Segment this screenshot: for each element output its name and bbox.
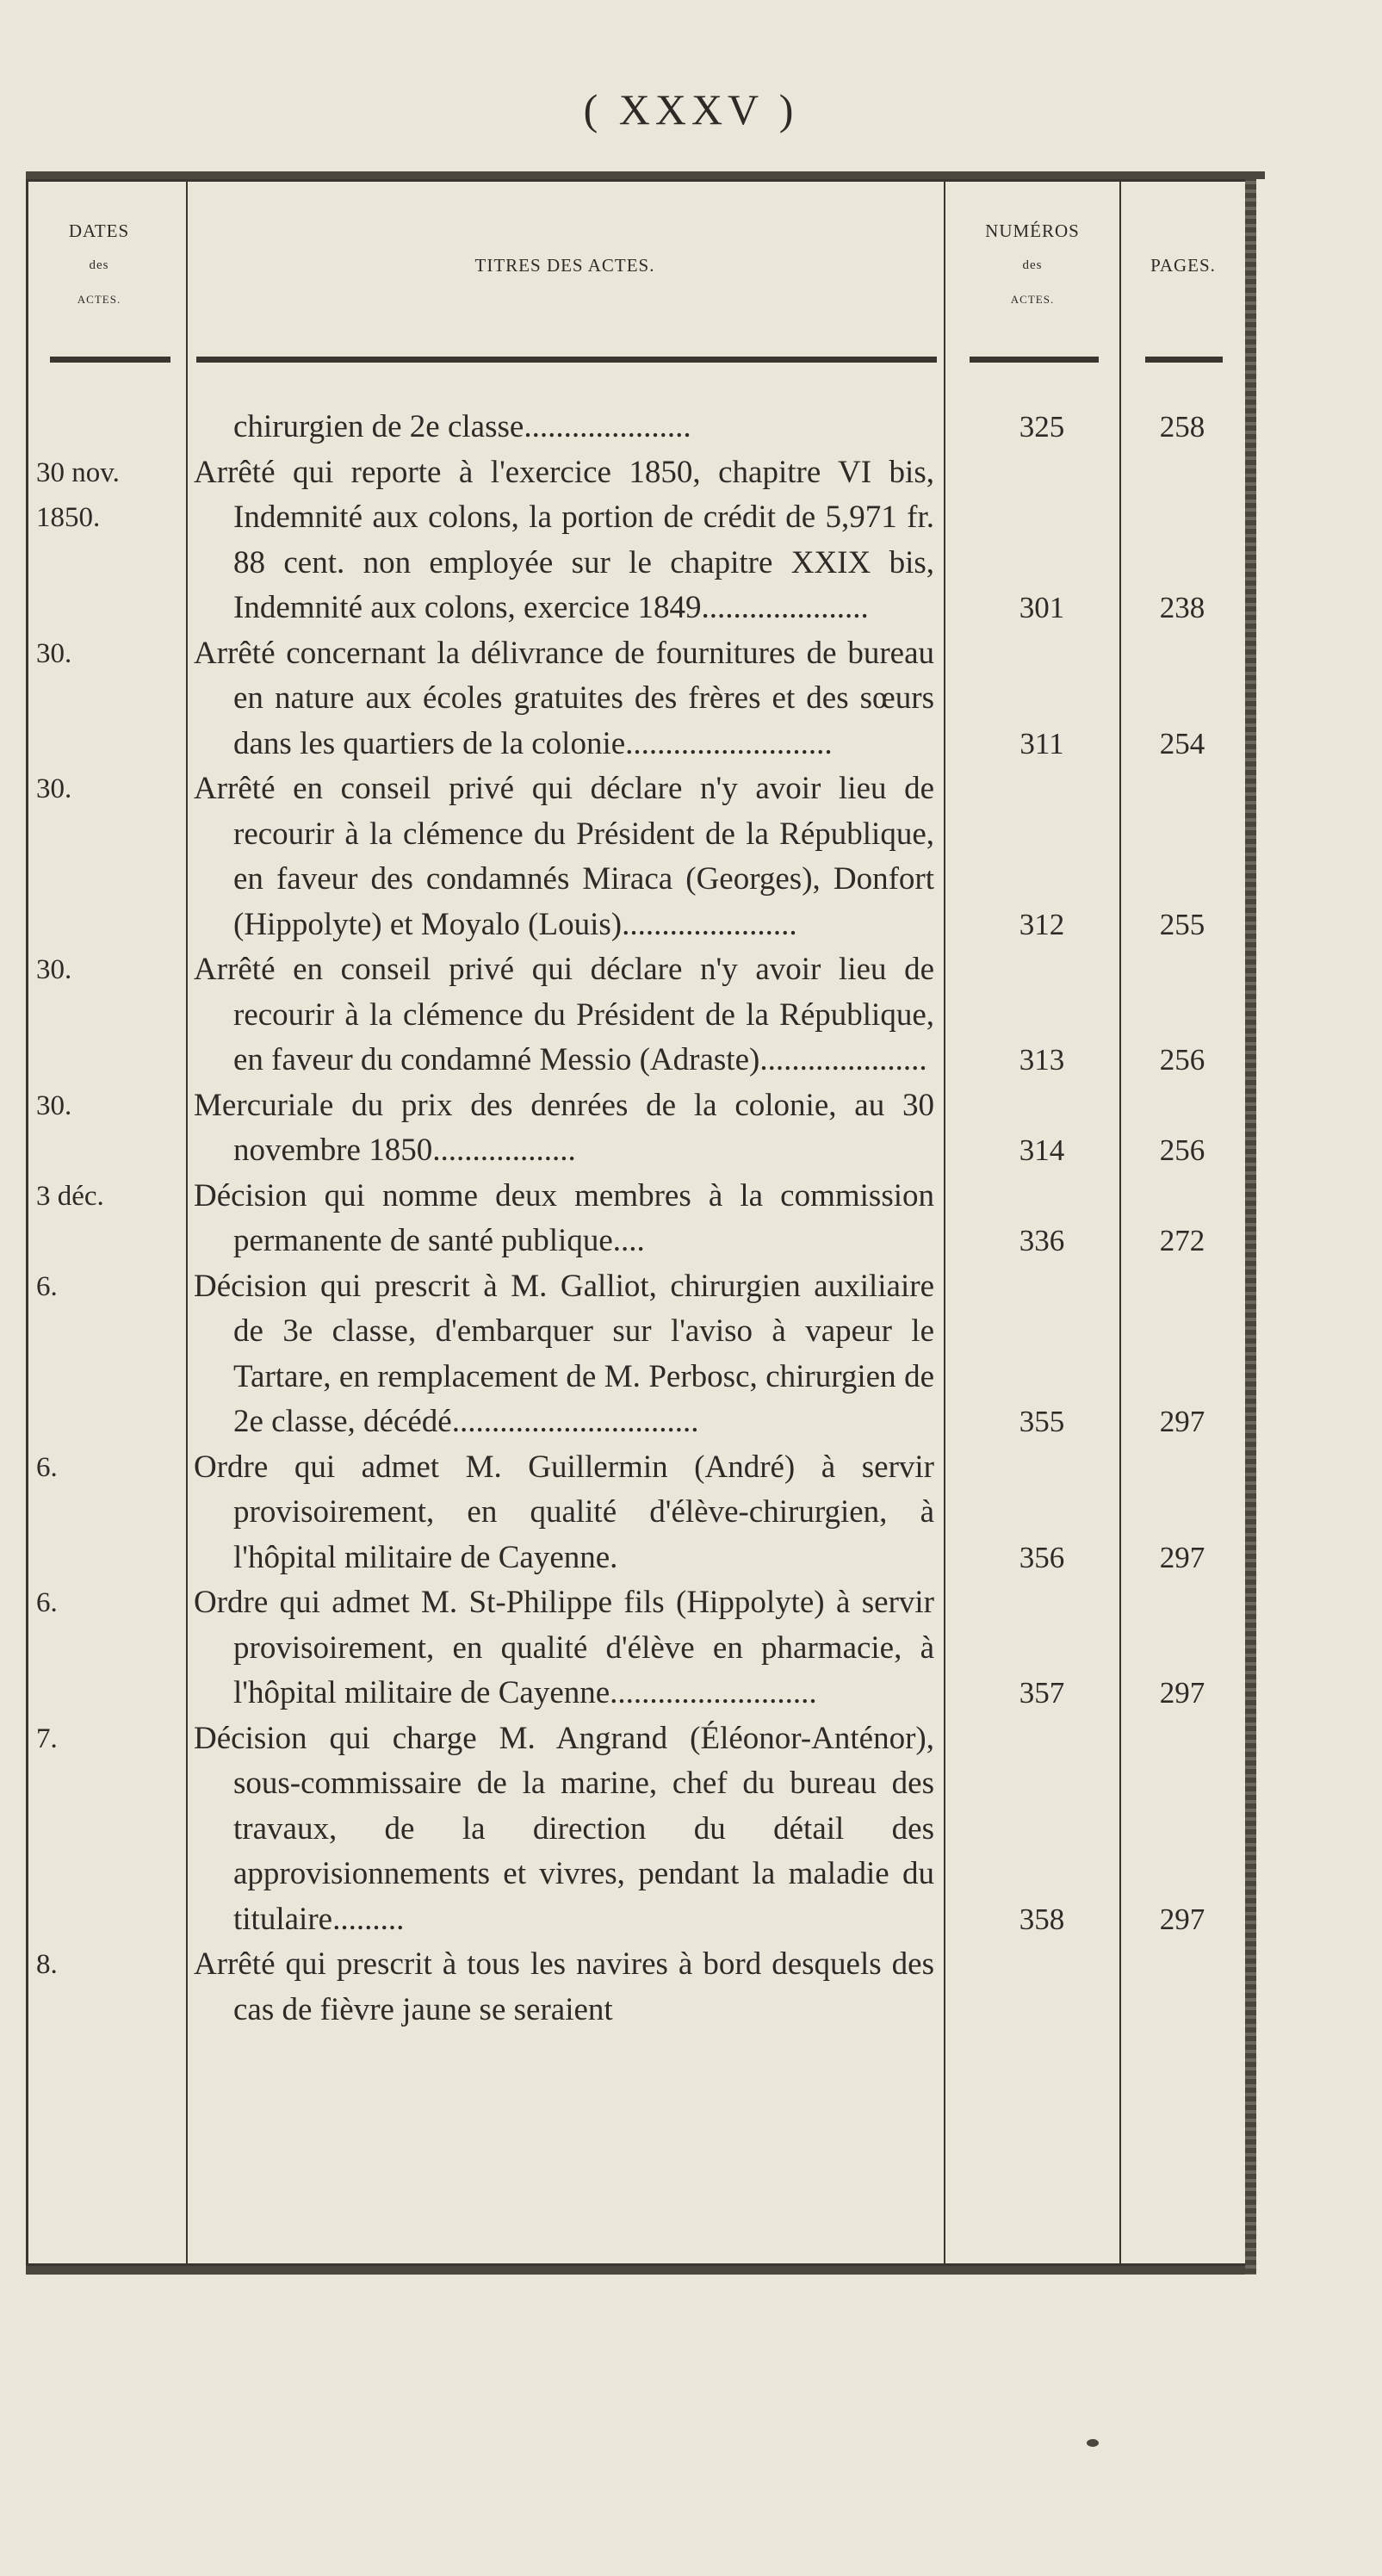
row-page: 297 (1159, 1540, 1205, 1574)
header-pages: PAGES. (1150, 255, 1216, 276)
table-row (0, 1264, 1382, 1445)
table-row (0, 1083, 1382, 1174)
row-date: 3 déc. (36, 1180, 104, 1212)
row-title: Mercuriale du prix des denrées de la colonie, au 30 novembre 1850.................. (194, 1087, 934, 1168)
row-page: 297 (1159, 1676, 1205, 1710)
row-title: Décision qui prescrit à M. Galliot, chirurgien auxiliaire de 3e classe, d'embarquer sur l'aviso à vapeur le Tartare, en remplacement de M. Perbosc, chirurgien de 2e classe, décédé............................... (194, 1268, 934, 1439)
row-page: 297 (1159, 1405, 1205, 1438)
row-number: 336 (1019, 1224, 1065, 1257)
row-number: 355 (1019, 1405, 1065, 1438)
row-number: 312 (1019, 907, 1065, 941)
row-page: 258 (1159, 410, 1205, 444)
table-row (0, 1445, 1382, 1581)
table-row (0, 1942, 1382, 2033)
row-number: 311 (1019, 726, 1064, 760)
header-dates (34, 214, 164, 317)
row-page: 256 (1159, 1133, 1205, 1167)
header-rule-numbers (970, 357, 1099, 363)
row-title: Ordre qui admet M. Guillermin (André) à servir provisoirement, en qualité d'élève-chirurgien, à l'hôpital militaire de Cayenne. (194, 1449, 934, 1575)
row-title: chirurgien de 2e classe..................... (233, 409, 691, 444)
row-number: 314 (1019, 1133, 1065, 1167)
table-row (0, 631, 1382, 767)
header-dates-line1: DATES (68, 220, 130, 241)
row-date: 30. (36, 637, 72, 669)
row-page: 254 (1159, 726, 1205, 760)
row-date: 7. (36, 1723, 58, 1754)
row-date: 30. (36, 954, 72, 985)
header-rule-titles (196, 357, 937, 363)
row-title: Ordre qui admet M. St-Philippe fils (Hippolyte) à servir provisoirement, en qualité d'élève en pharmacie, à l'hôpital militaire de Cayenne.......................... (194, 1585, 934, 1710)
row-date: 30. (36, 1089, 72, 1121)
row-number: 325 (1019, 410, 1065, 444)
table-row (0, 1174, 1382, 1264)
row-title: Arrêté qui prescrit à tous les navires à bord desquels des cas de fièvre jaune se seraient (194, 1946, 934, 2027)
header-titles: TITRES DES ACTES. (474, 255, 655, 276)
table-row (0, 767, 1382, 947)
table-row (0, 947, 1382, 1083)
row-date: 6. (36, 1270, 58, 1302)
row-number: 356 (1019, 1540, 1065, 1574)
row-date: 30. (36, 773, 72, 804)
table-row (0, 450, 1382, 631)
header-rule-pages (1145, 357, 1223, 363)
row-page: 297 (1159, 1902, 1205, 1936)
header-numbers-line3: ACTES. (1010, 293, 1055, 306)
row-number: 313 (1019, 1043, 1065, 1077)
header-numbers-line2: des (1022, 258, 1043, 272)
table-row (0, 1716, 1382, 1943)
row-title: Arrêté concernant la délivrance de fournitures de bureau en nature aux écoles gratuites des frères et des sœurs dans les quartiers de la colonie.......................... (194, 635, 934, 761)
header-dates-line3: ACTES. (77, 293, 121, 306)
row-date: 8. (36, 1949, 58, 1980)
table-row (0, 1580, 1382, 1716)
row-number: 358 (1019, 1902, 1065, 1936)
row-title: Décision qui nomme deux membres à la commission permanente de santé publique.... (194, 1177, 934, 1258)
table-bottom-rule (26, 2266, 1255, 2275)
row-title: Arrêté en conseil privé qui déclare n'y avoir lieu de recourir à la clémence du Président de la République, en faveur du condamné Messio (Adraste)..................... (194, 952, 934, 1077)
row-page: 272 (1159, 1224, 1205, 1257)
row-number: 357 (1019, 1676, 1065, 1710)
row-date: 6. (36, 1451, 58, 1483)
row-title: Décision qui charge M. Angrand (Éléonor-Anténor), sous-commissaire de la marine, chef du bureau des travaux, de la direction du détail des approvisionnements et vivres, pendant la maladie du titulaire......... (194, 1720, 934, 1937)
header-dates-line2: des (89, 258, 109, 272)
row-date: 30 nov. 1850. (36, 456, 120, 533)
header-numbers (945, 214, 1119, 317)
row-number: 301 (1019, 591, 1065, 624)
table-row (0, 405, 1382, 450)
page-number: ( XXXV ) (583, 85, 799, 133)
row-page: 238 (1159, 591, 1205, 624)
table-body (0, 405, 1382, 2033)
ink-spot (1087, 2439, 1099, 2447)
row-page: 255 (1159, 907, 1205, 941)
header-numbers-line1: NUMÉROS (985, 220, 1080, 241)
row-title: Arrêté qui reporte à l'exercice 1850, chapitre VI bis, Indemnité aux colons, la portion de crédit de 5,971 fr. 88 cent. non employée sur le chapitre XXIX bis, Indemnité aux colons, exercice 1849..................... (194, 454, 934, 625)
header-rule-dates (50, 357, 170, 363)
row-date: 6. (36, 1587, 58, 1618)
row-title: Arrêté en conseil privé qui déclare n'y avoir lieu de recourir à la clémence du Président de la République, en faveur des condamnés Miraca (Georges), Donfort (Hippolyte) et Moyalo (Louis)...................... (194, 771, 934, 942)
row-page: 256 (1159, 1043, 1205, 1077)
